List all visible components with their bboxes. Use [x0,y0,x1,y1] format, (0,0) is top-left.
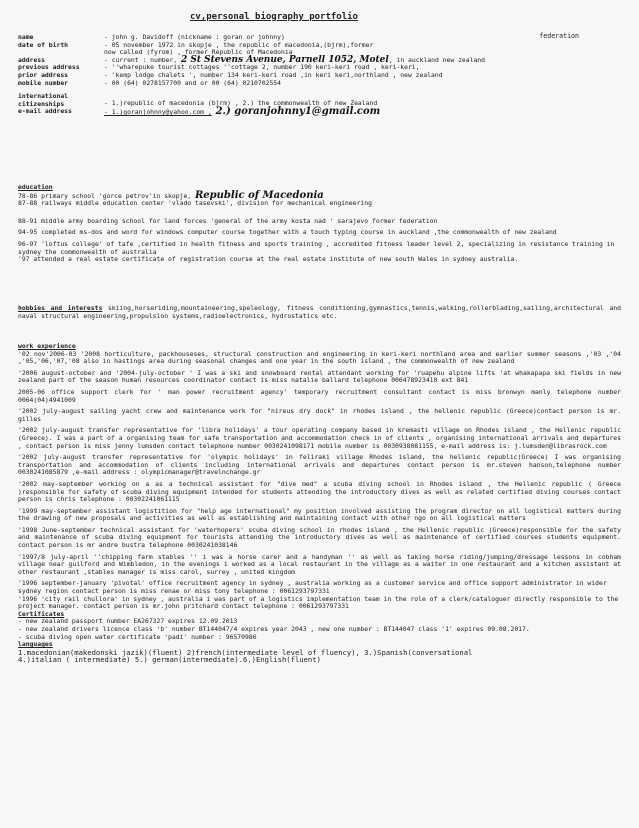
work-item: '02 nov'2006-03 '2008 horticulture, packhouseses, structural construction and engineering in keri-keri northland area and earlier summer seasons ,'03 ,'04 ,'05,'06,'07,'08 also in hastings area during seasonal changes and one year in the south island , the commonwealth of new zealand [18,349,621,366]
education-heading: education [18,183,53,191]
address-tail: , in auckland new zealand [388,55,485,64]
dob-value: - 05 november 1972 in skopje , the republic of macedonia,(bjrm),former [104,40,374,49]
work-item: '2002 july-august transfer representative for 'libra holidays' a tour operating company based in kremasti village on Rhodes island , the Hellenic republic (Greece). I was a part of a organising team for safe transportation and accommodation check in of clients , organising international arrivals and departures , contact person is miss jenny lumsden contact telephone number 0030241098171 mobile number is 0030938081155, e-mail address is: j.lumsden@librasrock.com [18,426,621,450]
certificates-heading: Certificates [18,609,65,618]
education-para-3: 96-97 'loftus college' of tafe ,certified in health fitness and sports training , accredited fitness leader level 2, specializing in resistance training in sydney the commonwealth of australia [18,239,615,256]
document-title: cv,personal biography portfolio [190,12,358,22]
certificate-item: - new zealand drivers licence class 'b' number BT144047/4 expires year 2043 , new one number : BT144047 class '1' expires 09.08.2017. [18,625,530,633]
hobbies-text: skiing,horseriding,mountaineering,speleology, fitness conditioning,gymnastics,tennis,walking,rollerblading,sailing,architectural and naval structural engineering,propulsion systems,radioelectronics, hydrostatics etc. [18,304,621,320]
prior-address-label: prior address [18,70,69,79]
email-handwritten: 2.) goranjohnny1@gmail.com [215,106,381,118]
work-item: 2005-06 office support clerk for ' man power recruitment agency' temporary recruitment consultant contact is miss bronwyn manly telephone number 0064(04)4941009 [18,387,621,404]
address-handwritten: 2 St Stevens Avenue, Parnell 1052, Motel [180,54,389,65]
hobbies-section [18,305,621,324]
email-label: e-mail address [18,107,72,116]
work-item: '2002 july-august sailing yacht crew and maintenance work for "nireus dry dock" in rhodes island , the hellenic republic (Greece)contact person is mr. gilles [18,407,621,423]
education-handwritten: Republic of Macedonia [195,189,324,201]
dob-label: date of birth [18,40,69,49]
previous-address-value: - ''wharepuke tourist cottages ''cottage 2, number 190 keri-keri road , keri-keri, [104,63,420,72]
certificate-item: - new zealand passport number EA267327 expires 12.09.2013 [18,617,238,626]
federation-note: federation [539,32,579,40]
education-para-2: 94-95 completed ms-dos and word for windows computer course together with a touch typing course in auckland ,the commonwealth of new zealand [18,228,557,237]
languages-line-2: 4.)italian ( intermediate) 5.) german(intermediate).6.)English(fluent) [18,655,321,665]
hobbies-heading: hobbies and interests [18,304,103,312]
name-label: name [18,33,34,41]
prior-address-value: - 'kemp lodge chalets ', number 134 keri-keri road ,in keri keri,northland , new zealand [104,70,443,79]
education-line-1: 78-86 primary school 'gorce petrov'in skopje, [18,191,192,200]
citizenship-value: - 1.)republic of macedonia (bjrm) , 2.) the commonwealth of new Zealand [104,99,378,108]
education-section [18,184,621,268]
address-value: - current : number, [104,55,178,64]
work-section [18,343,621,664]
mobile-value: - 00 (64) 0278157700 and or 00 (64) 0210702554 [104,78,281,87]
email-value[interactable]: - 1.)goranjohnny@yahoo.com , [104,108,212,117]
personal-details [18,34,618,117]
languages-line-1: 1.macedonian(makedonski jazik)(fluent) 2)french(intermediate level of fluency), 3.)Spanish(conversational [18,647,473,657]
education-para-1: 88-91 middle army boarding school for land forces 'general of the army kosta nad ' sarajevo former federation [18,216,438,225]
education-para-4: '97 attended a real estate certificate of registration course at the real estate institute of new south Wales in sydney australia. [18,255,519,264]
previous-address-label: previous address [18,63,80,72]
certificate-item: - scuba diving open water certificate 'padi' number : 96570986 [18,632,257,641]
work-item: '2006 august-october and '2004-july-october ' I was a ski and snowboard rental attendant working for 'ruapehu alpine lifts 'at whakapapa ski fields in new zealand part of the season human resources coordinator contact is miss natalie ballard telephone 006478923410 ext 841 [18,368,621,385]
work-item: '1997/8 july-april ''chipping farm stables '' i was a horse carer and a handyman '' as well as taking horse riding/jumping/dressage lessons in cobham village near guilford and Wimbledon, in the evenings i worked as a local restaurant in the village as a waiter in one restaurant and a kitchen assistant at other restaurant ,stables manager is miss carol, surrey , united kingdom [18,552,621,576]
education-line-2: 87-88 railways middle education center 'vlado tasevski', division for mechanical engineering [18,199,372,208]
work-item: '1998 June-september technical assistant for 'waterhopers' scuba diving school in rhodes island , the Hellenic republic (Greece)responsible for the safety and maintenance of scuba diving equipment for tourists attending the introductory dives as well as maintenance of certified courses students equipment. contact person is mr andre bustra telephone 0030241038146 [18,525,621,550]
work-item: '1999 may-september assistant logistition for "help age international" my position involved assisting the program director on all logistical matters during the drawing of new proposals and activities as well as establishing and maintaining contact with other ngo on all logistical matters [18,506,621,523]
work-item: '1996 september-january 'pivotal' office recruitment agency in sydney , australia working as a customer service and office support administrator in wider sydney region contact person is miss renae or miss tony telephone : 0061293797331 [18,579,607,596]
work-item: '1996 'city rail chullora' in sydney , australia i was part of a logistics implementation team in the role of a clerk/cataloguer directly responsible to the project manager. contact person is mr.john pritchard contact telephone : 0061293797331 [18,594,619,611]
dob-continuation: now called (fyrom) , former Republic of Macedonia [104,48,293,57]
citizenship-label: international citizenships [18,92,69,108]
work-item: '2002 july-august transfer representative for 'olympic holidays' in feliraki village Rhodes island, the hellenic republic(Greece) I was organising transportation and accommodation of clients including international arrivals and departures contact person is mr.steven hanson,telephone number 0030241085879 ,e-mail address : olympicmanager@travelnchange.gr [18,453,621,477]
address-label: address [18,55,45,64]
name-value: - john g. Davidoff (nickname : goran or johnny) [104,33,285,41]
mobile-label: mobile number [18,78,69,87]
languages-heading: languages [18,640,53,649]
work-item: '2002 may-september working on a as a technical assistant for "dive med" a scuba diving school in Rhodes island , the Hellenic republic ( Greece )responsible for safety of scuba diving equipment intended for students attending the introductory dives as well as related certified diving courses contact person is chris telephone : 00302241061115 [18,479,621,504]
work-heading: work experience [18,342,76,350]
